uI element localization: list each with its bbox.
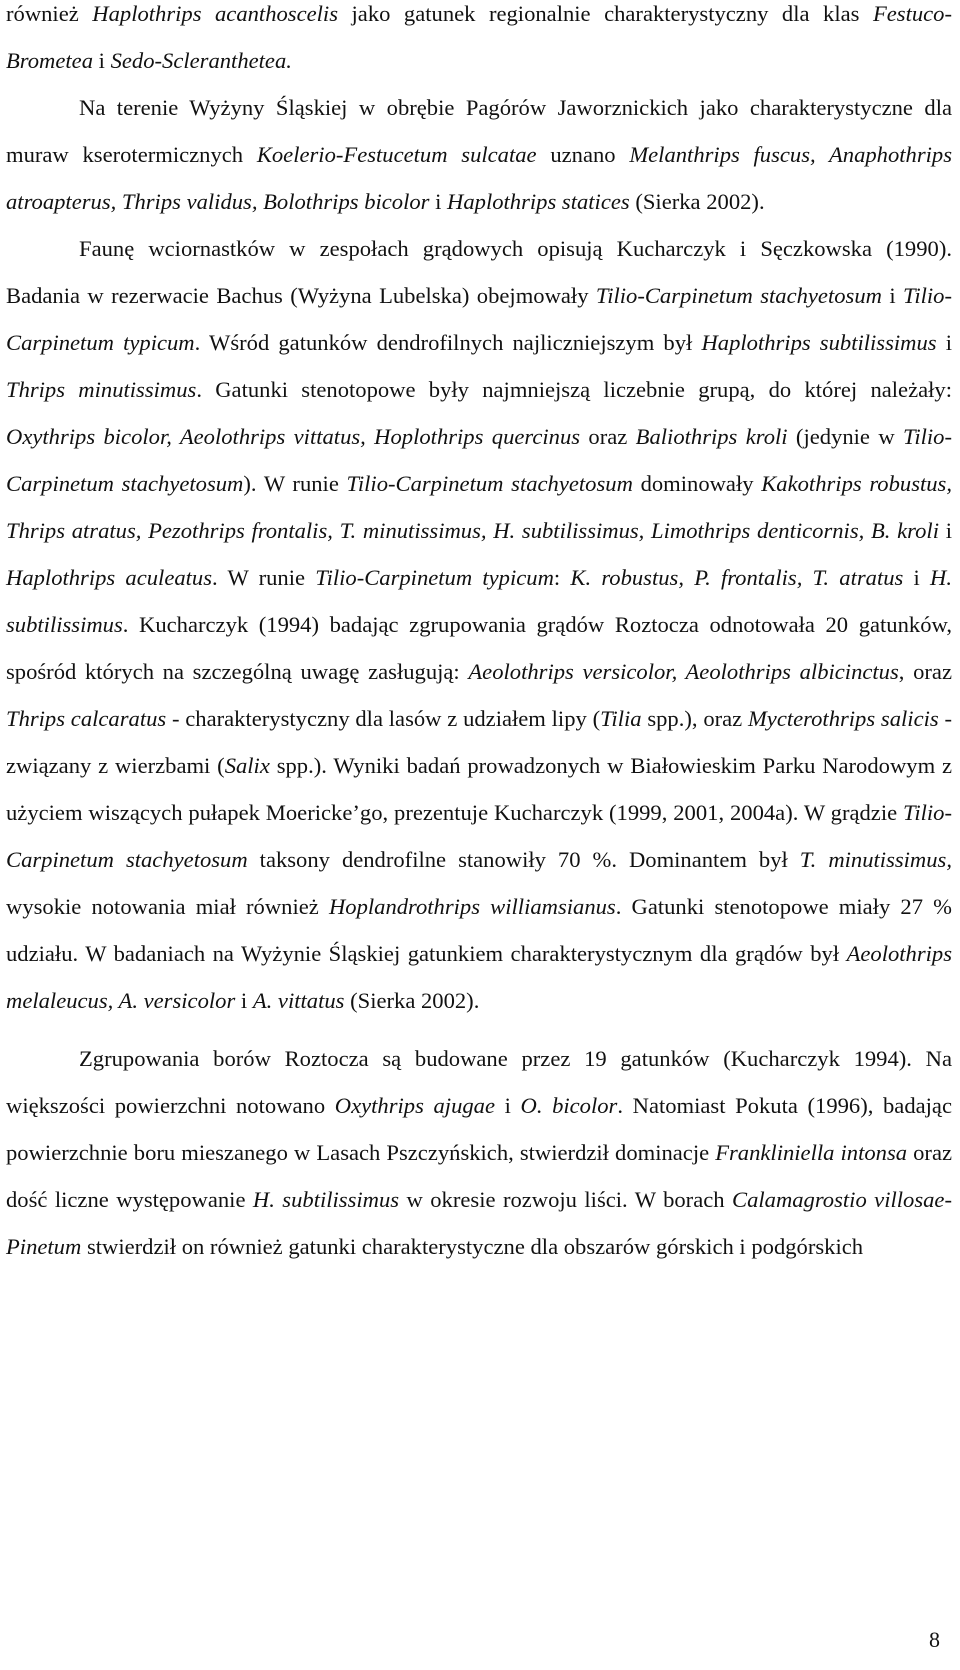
italic-taxon-run: H. subtilissimus	[6, 565, 952, 637]
italic-taxon-run: Sedo-Scleranthetea.	[110, 48, 292, 73]
text-run: (jedynie w	[787, 424, 904, 449]
text-run: ). W runie	[243, 471, 347, 496]
italic-taxon-run: Tilio-Carpinetum stachyetosum	[346, 471, 633, 496]
italic-taxon-run: Tilio-Carpinetum stachyetosum	[595, 283, 882, 308]
text-run: stwierdził on również gatunki charakterystyczne dla obszarów górskich i podgórskich	[81, 1234, 864, 1259]
italic-taxon-run: K. robustus, P. frontalis, T. atratus	[570, 565, 904, 590]
text-run: Faunę wciornastków w zespołach grądowych opisują Kucharczyk i Sęczkowska (1990). Badania w rezerwacie Bachus (Wyżyna Lubelska) obejmowały	[6, 236, 952, 308]
italic-taxon-run: Baliothrips kroli	[635, 424, 788, 449]
text-run: oraz dość liczne występowanie	[6, 1140, 952, 1212]
body-text	[6, 0, 952, 1270]
text-run: dominowały	[632, 471, 762, 496]
text-run: i	[93, 48, 111, 73]
text-run: i	[235, 988, 253, 1013]
text-run: , oraz	[898, 659, 952, 684]
italic-taxon-run: Hoplandrothrips williamsianus	[328, 894, 616, 919]
paragraph	[6, 0, 952, 84]
italic-taxon-run: Aeolothrips melaleucus, A. versicolor	[6, 941, 952, 1013]
text-run: w okresie rozwoju liści. W borach	[399, 1187, 732, 1212]
italic-taxon-run: Calamagrostio villosae-Pinetum	[6, 1187, 952, 1259]
italic-taxon-run: Mycterothrips salicis	[747, 706, 939, 731]
text-run: spp.). Wyniki badań prowadzonych w Białowieskim Parku Narodowym z użyciem wiszących pułapek Moericke’go, prezentuje Kucharczyk (1999, 2001, 2004a). W grądzie	[6, 753, 952, 825]
text-run: . Kucharczyk (1994) badając zgrupowania grądów Roztocza odnotowała 20 gatunków, spośród których na szczególną uwagę zasługują:	[6, 612, 952, 684]
text-run: . Natomiast Pokuta (1996), badając powierzchnie boru mieszanego w Lasach Pszczyńskich, stwierdził dominacje	[6, 1093, 952, 1165]
text-run: . W runie	[212, 565, 316, 590]
paragraph	[6, 1035, 952, 1270]
italic-taxon-run: Koelerio-Festucetum sulcatae	[256, 142, 537, 167]
italic-taxon-run: Aeolothrips versicolor, Aeolothrips albicinctus	[468, 659, 899, 684]
text-run: . Wśród gatunków dendrofilnych najliczniejszym był	[194, 330, 702, 355]
italic-taxon-run: A. vittatus	[252, 988, 345, 1013]
text-run: (Sierka 2002).	[344, 988, 480, 1013]
text-run: :	[553, 565, 571, 590]
italic-taxon-run: T. minutissimus,	[799, 847, 952, 872]
page-number: 8	[929, 1627, 940, 1652]
italic-taxon-run: Oxythrips ajugae	[334, 1093, 495, 1118]
text-run: . Gatunki stenotopowe miały 27 % udziału. W badaniach na Wyżynie Śląskiej gatunkiem charakterystycznym dla grądów był	[6, 894, 952, 966]
text-run: uznano	[536, 142, 630, 167]
text-run: wysokie notowania miał również	[6, 894, 329, 919]
italic-taxon-run: Kakothrips robustus, Thrips atratus, Pezothrips frontalis, T. minutissimus, H. subtilissimus, Limothrips denticornis, B. kroli	[6, 471, 952, 543]
italic-taxon-run: Tilio-Carpinetum typicum	[315, 565, 554, 590]
text-run: (Sierka 2002).	[629, 189, 765, 214]
text-run: oraz	[580, 424, 636, 449]
text-run: i	[494, 1093, 521, 1118]
paragraph	[6, 84, 952, 225]
italic-taxon-run: Oxythrips bicolor, Aeolothrips vittatus, Hoplothrips quercinus	[6, 424, 581, 449]
text-run: i	[903, 565, 931, 590]
paragraph	[6, 225, 952, 1024]
text-run: również	[6, 1, 93, 26]
italic-taxon-run: Thrips calcaratus	[6, 706, 167, 731]
text-run: i	[881, 283, 903, 308]
text-run: - charakterystyczny dla lasów z udziałem lipy (	[166, 706, 601, 731]
italic-taxon-run: Salix	[224, 753, 270, 778]
italic-taxon-run: Haplothrips subtilissimus	[701, 330, 937, 355]
italic-taxon-run: Tilia	[600, 706, 642, 731]
italic-taxon-run: H. subtilissimus	[252, 1187, 400, 1212]
italic-taxon-run: Haplothrips aculeatus	[6, 565, 213, 590]
italic-taxon-run: Tilio-Carpinetum stachyetosum	[6, 800, 952, 872]
text-run: i	[938, 518, 952, 543]
text-run: taksony dendrofilne stanowiły 70 %. Dominantem był	[247, 847, 800, 872]
text-run: i	[429, 189, 448, 214]
text-run: - związany z wierzbami (	[6, 706, 952, 778]
italic-taxon-run: Tilio-Carpinetum typicum	[6, 283, 952, 355]
italic-taxon-run: Frankliniella intonsa	[715, 1140, 908, 1165]
text-run: Na terenie Wyżyny Śląskiej w obrębie Pagórów Jaworznickich jako charakterystyczne dla muraw kserotermicznych	[6, 95, 952, 167]
italic-taxon-run: Haplothrips acanthoscelis	[92, 1, 338, 26]
italic-taxon-run: Thrips minutissimus	[6, 377, 197, 402]
italic-taxon-run: Melanthrips fuscus, Anaphothrips atroapterus, Thrips validus, Bolothrips bicolor	[6, 142, 953, 214]
text-run: Zgrupowania borów Roztocza są budowane przez 19 gatunków (Kucharczyk 1994). Na większości powierzchni notowano	[6, 1046, 952, 1118]
italic-taxon-run: Tilio-Carpinetum stachyetosum	[6, 424, 952, 496]
text-run: jako gatunek regionalnie charakterystyczny dla klas	[338, 1, 873, 26]
italic-taxon-run: Haplothrips statices	[447, 189, 630, 214]
italic-taxon-run: Festuco-Brometea	[6, 1, 952, 73]
text-run: . Gatunki stenotopowe były najmniejszą liczebnie grupą, do której należały:	[196, 377, 952, 402]
text-run: spp.), oraz	[641, 706, 748, 731]
text-run: i	[936, 330, 952, 355]
italic-taxon-run: O. bicolor	[520, 1093, 618, 1118]
